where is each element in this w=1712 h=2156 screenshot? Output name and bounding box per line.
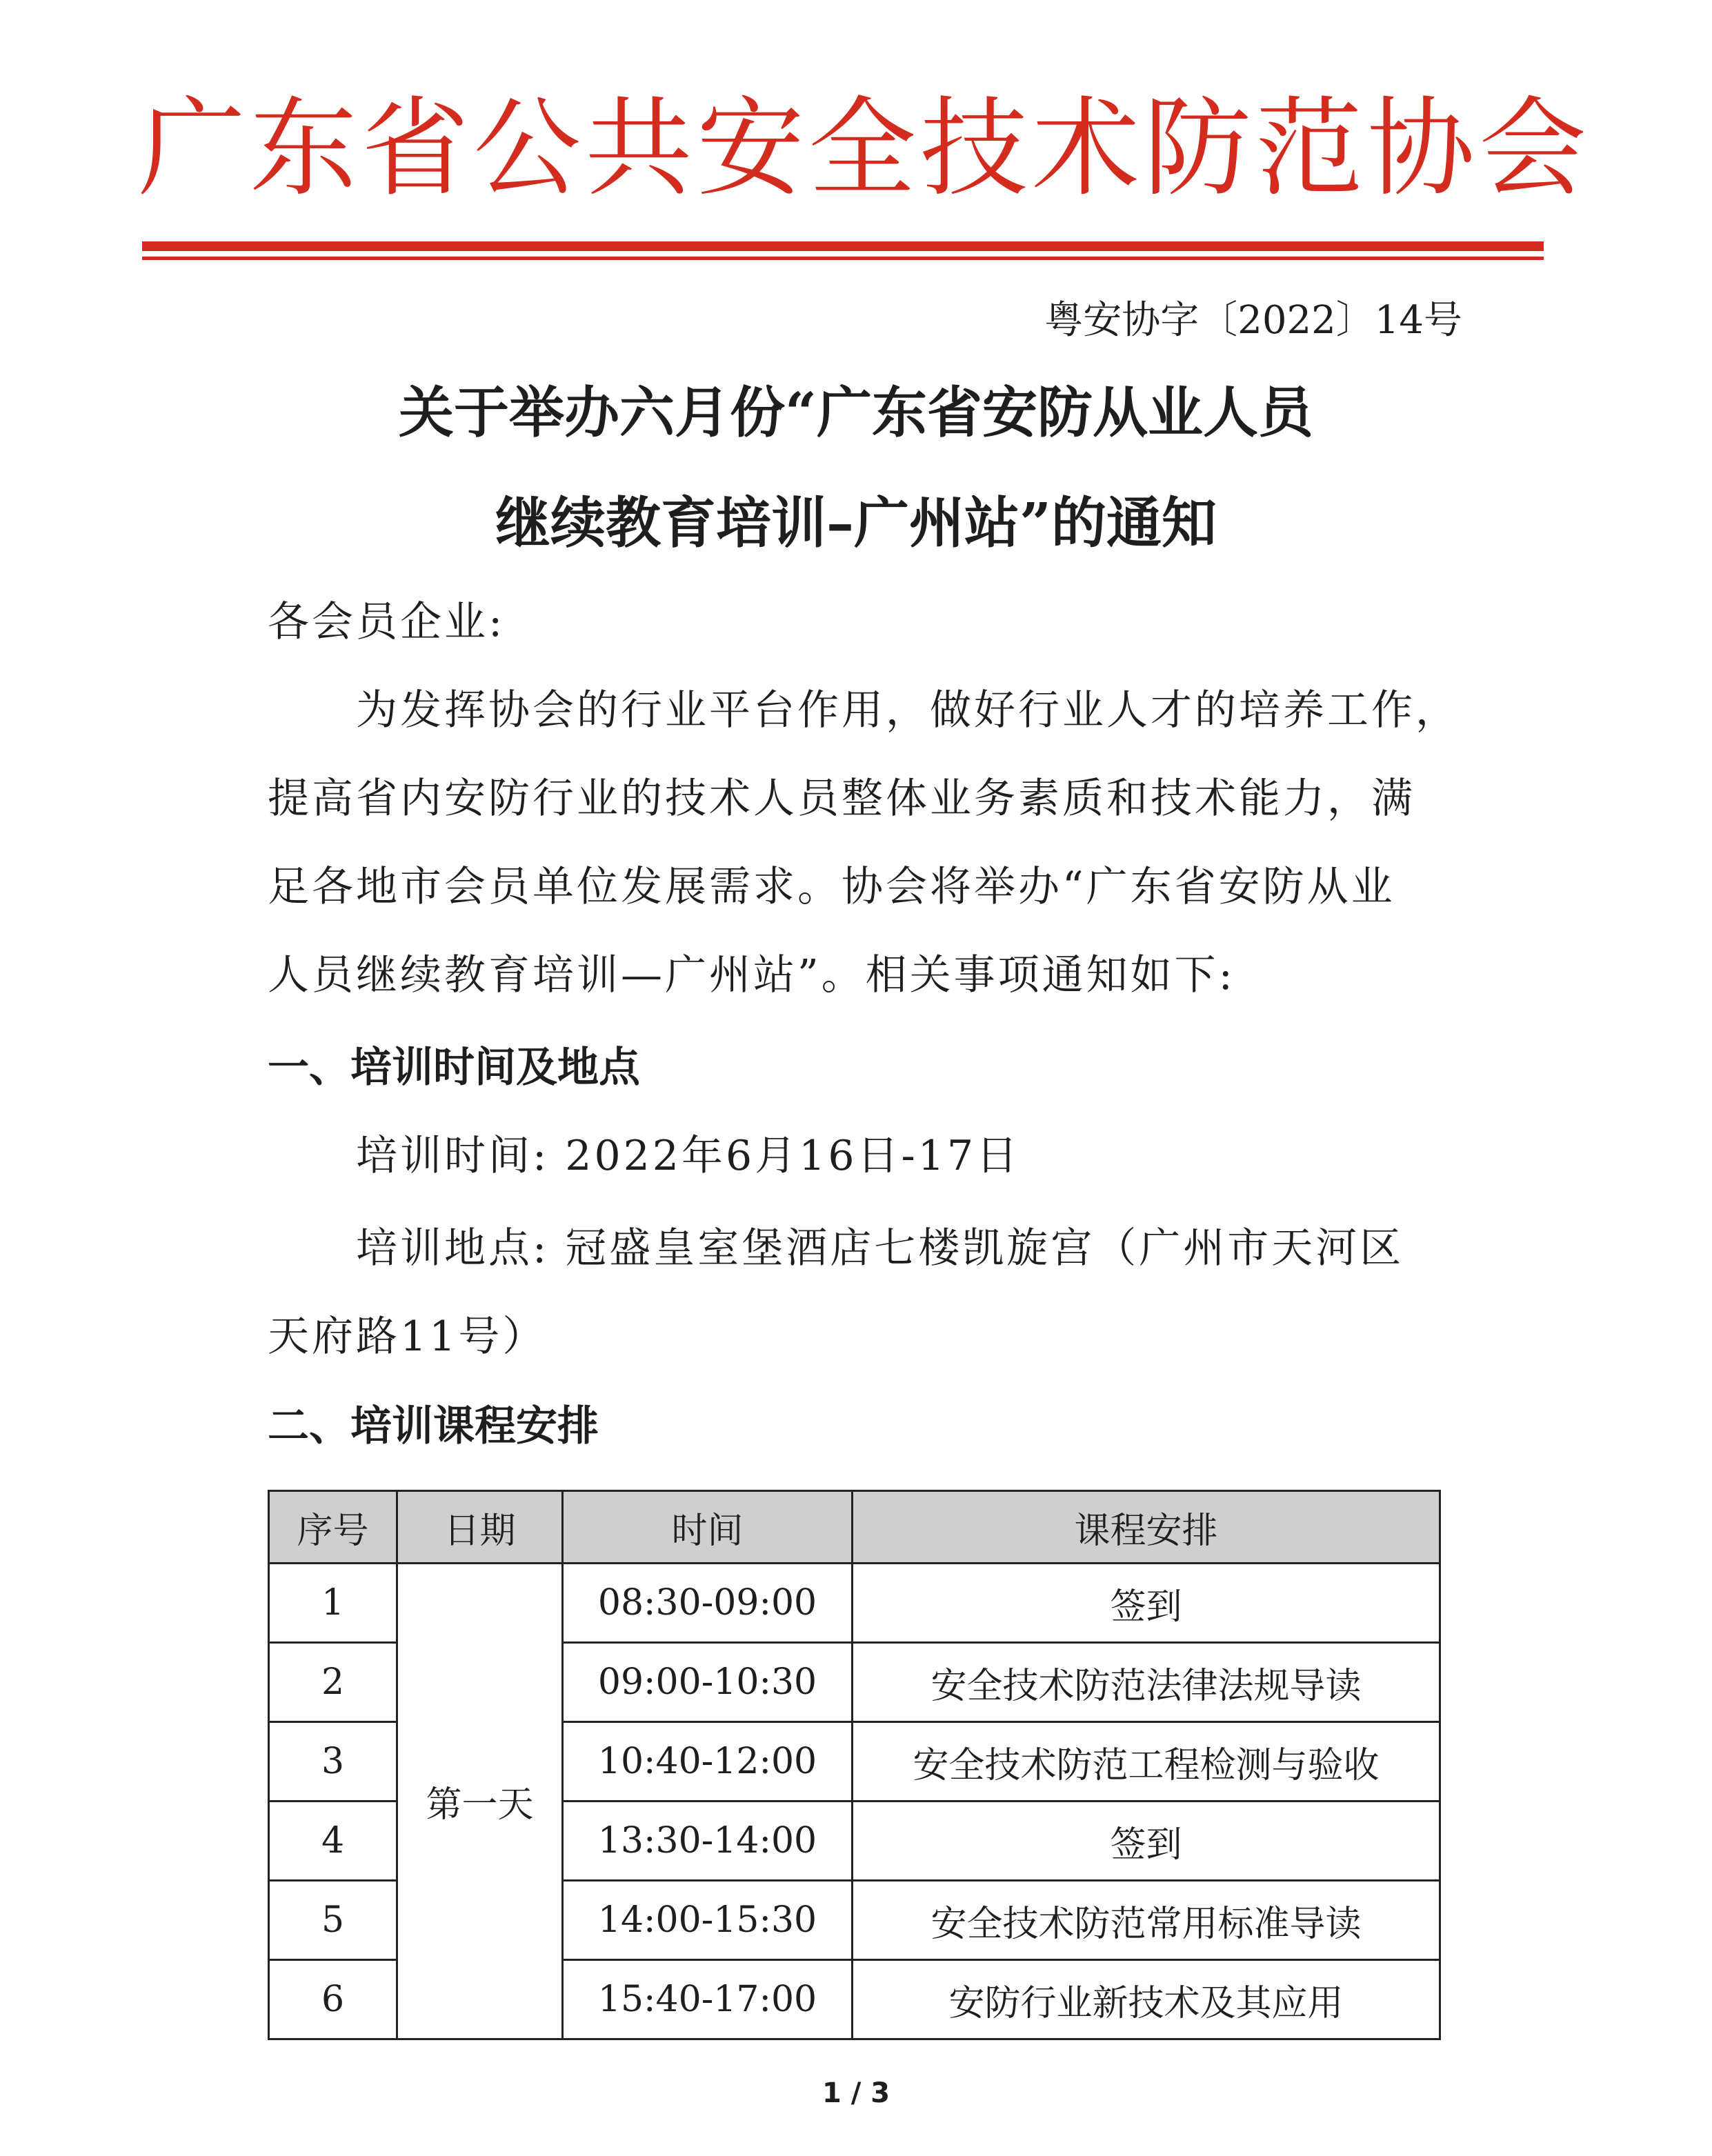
row-number: 1 — [269, 1564, 397, 1643]
letterhead-rule-thin — [142, 257, 1544, 260]
intro-line-3: 足各地市会员单位发展需求。协会将举办“广东省安防从业 — [268, 863, 1395, 911]
section-1-heading: 一、培训时间及地点 — [268, 1044, 640, 1092]
document-number: 粤安协字〔2022〕14号 — [1044, 298, 1462, 343]
page-number: 1 / 3 — [822, 2077, 890, 2109]
section-2-heading: 二、培训课程安排 — [268, 1402, 599, 1450]
row-number: 3 — [269, 1722, 397, 1801]
salutation: 各会员企业: — [268, 598, 506, 646]
training-time: 培训时间: 2022年6月16日-17日 — [356, 1132, 1021, 1180]
row-time: 09:00-10:30 — [563, 1643, 853, 1722]
row-time: 10:40-12:00 — [563, 1722, 853, 1801]
title-line-2: 继续教育培训–广州站”的通知 — [495, 490, 1217, 555]
title-line-1: 关于举办六月份“广东省安防从业人员 — [398, 380, 1313, 445]
row-course: 安全技术防范常用标准导读 — [853, 1881, 1440, 1960]
letterhead-org-name: 广东省公共安全技术防范协会 — [138, 86, 1591, 211]
row-course: 安防行业新技术及其应用 — [853, 1960, 1440, 2039]
schedule-table — [268, 1490, 1441, 2040]
header-time: 时间 — [563, 1491, 853, 1564]
row-number: 4 — [269, 1801, 397, 1881]
letterhead-rule-thick — [142, 241, 1544, 251]
row-number: 2 — [269, 1643, 397, 1722]
row-time: 15:40-17:00 — [563, 1960, 853, 2039]
training-place-line-1: 培训地点: 冠盛皇室堡酒店七楼凯旋宫（广州市天河区 — [356, 1224, 1404, 1272]
row-course: 签到 — [853, 1564, 1440, 1643]
row-number: 6 — [269, 1960, 397, 2039]
day-cell: 第一天 — [397, 1564, 563, 2039]
header-course: 课程安排 — [853, 1491, 1440, 1564]
row-time: 14:00-15:30 — [563, 1881, 853, 1960]
row-number: 5 — [269, 1881, 397, 1960]
row-time: 08:30-09:00 — [563, 1564, 853, 1643]
training-place-line-2: 天府路11号） — [268, 1312, 547, 1361]
intro-line-4: 人员继续教育培训—广州站”。相关事项通知如下: — [268, 951, 1235, 999]
table-row — [269, 1564, 1440, 1643]
schedule-header-row — [269, 1491, 1440, 1564]
row-course: 安全技术防范法律法规导读 — [853, 1643, 1440, 1722]
intro-line-1: 为发挥协会的行业平台作用，做好行业人才的培养工作， — [356, 686, 1460, 735]
intro-line-2: 提高省内安防行业的技术人员整体业务素质和技术能力，满 — [268, 775, 1415, 823]
header-serial-number: 序号 — [269, 1491, 397, 1564]
row-time: 13:30-14:00 — [563, 1801, 853, 1881]
row-course: 签到 — [853, 1801, 1440, 1881]
row-course: 安全技术防范工程检测与验收 — [853, 1722, 1440, 1801]
header-date: 日期 — [397, 1491, 563, 1564]
